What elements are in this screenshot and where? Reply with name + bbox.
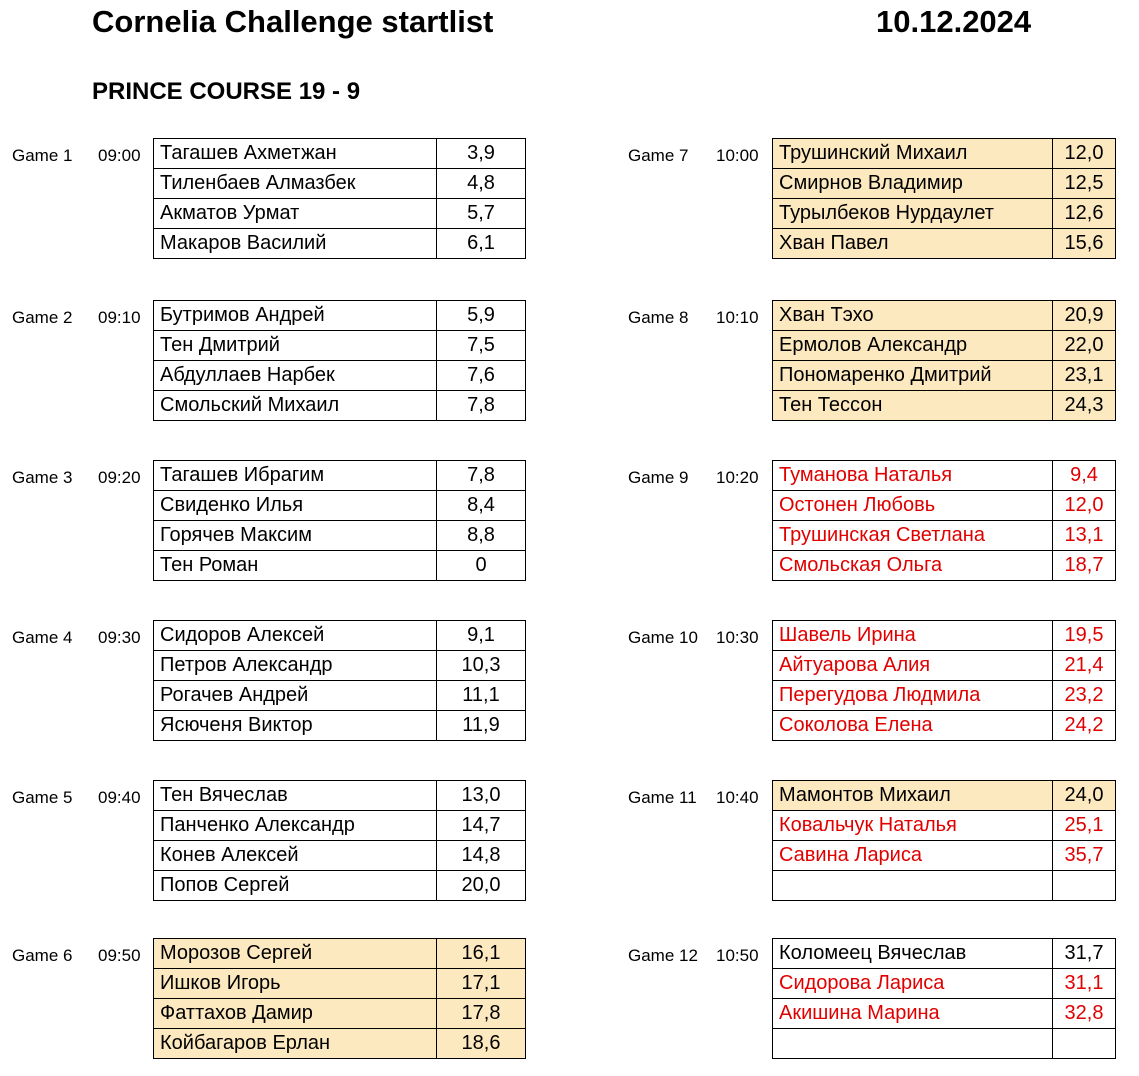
player-handicap: 24,2 <box>1053 711 1116 741</box>
player-handicap: 25,1 <box>1053 811 1116 841</box>
game-label: Game 1 <box>12 146 73 165</box>
player-handicap: 5,7 <box>437 199 526 229</box>
player-row <box>154 139 526 169</box>
player-handicap: 0 <box>437 551 526 581</box>
player-handicap: 6,1 <box>437 229 526 259</box>
tee-time: 10:50 <box>716 946 759 965</box>
tee-time: 10:10 <box>716 308 759 327</box>
player-name <box>773 1029 1053 1059</box>
player-row <box>154 711 526 741</box>
player-name: Ясюченя Виктор <box>154 711 437 741</box>
player-row <box>154 301 526 331</box>
player-name: Ермолов Александр <box>773 331 1053 361</box>
player-row <box>773 969 1116 999</box>
player-name: Сидоров Алексей <box>154 621 437 651</box>
player-name: Тен Вячеслав <box>154 781 437 811</box>
player-handicap: 13,0 <box>437 781 526 811</box>
player-row <box>154 199 526 229</box>
player-row <box>154 229 526 259</box>
player-name: Тиленбаев Алмазбек <box>154 169 437 199</box>
player-row <box>154 999 526 1029</box>
game-label: Game 5 <box>12 788 73 807</box>
player-name: Тен Тессон <box>773 391 1053 421</box>
player-handicap: 12,5 <box>1053 169 1116 199</box>
player-row <box>773 331 1116 361</box>
game-group-table <box>772 938 1116 1059</box>
player-name: Айтуарова Алия <box>773 651 1053 681</box>
game-label: Game 6 <box>12 946 73 965</box>
player-row <box>773 1029 1116 1059</box>
player-name: Трушинский Михаил <box>773 139 1053 169</box>
tee-time: 09:20 <box>98 468 141 487</box>
player-name: Тен Дмитрий <box>154 331 437 361</box>
player-name: Морозов Сергей <box>154 939 437 969</box>
game-group-table <box>153 460 526 581</box>
player-name: Бутримов Андрей <box>154 301 437 331</box>
player-handicap: 12,0 <box>1053 139 1116 169</box>
player-row <box>773 999 1116 1029</box>
player-handicap: 9,1 <box>437 621 526 651</box>
player-row <box>154 461 526 491</box>
player-name: Панченко Александр <box>154 811 437 841</box>
player-handicap: 19,5 <box>1053 621 1116 651</box>
player-handicap <box>1053 1029 1116 1059</box>
player-handicap: 8,4 <box>437 491 526 521</box>
player-handicap: 7,8 <box>437 461 526 491</box>
player-row <box>154 169 526 199</box>
player-name: Савина Лариса <box>773 841 1053 871</box>
game-label: Game 9 <box>628 468 689 487</box>
player-handicap: 17,8 <box>437 999 526 1029</box>
player-name: Тагашев Ахметжан <box>154 139 437 169</box>
page-title: Cornelia Challenge startlist <box>92 4 494 39</box>
game-label: Game 4 <box>12 628 73 647</box>
player-handicap: 11,9 <box>437 711 526 741</box>
player-name: Хван Тэхо <box>773 301 1053 331</box>
player-name: Конев Алексей <box>154 841 437 871</box>
player-row <box>154 811 526 841</box>
player-name: Мамонтов Михаил <box>773 781 1053 811</box>
player-row <box>773 491 1116 521</box>
player-handicap: 20,9 <box>1053 301 1116 331</box>
player-handicap: 10,3 <box>437 651 526 681</box>
player-row <box>154 551 526 581</box>
player-row <box>773 199 1116 229</box>
game-group-table <box>772 780 1116 901</box>
player-handicap: 31,1 <box>1053 969 1116 999</box>
game-group-table <box>772 460 1116 581</box>
tee-time: 09:50 <box>98 946 141 965</box>
game-group-table <box>153 300 526 421</box>
player-handicap: 17,1 <box>437 969 526 999</box>
player-row <box>154 969 526 999</box>
tee-time: 10:20 <box>716 468 759 487</box>
player-handicap: 15,6 <box>1053 229 1116 259</box>
player-name: Перегудова Людмила <box>773 681 1053 711</box>
game-group-table <box>153 780 526 901</box>
player-row <box>154 841 526 871</box>
player-row <box>773 781 1116 811</box>
player-handicap: 4,8 <box>437 169 526 199</box>
player-row <box>773 301 1116 331</box>
player-handicap: 5,9 <box>437 301 526 331</box>
player-row <box>773 871 1116 901</box>
player-name: Акишина Марина <box>773 999 1053 1029</box>
player-handicap: 20,0 <box>437 871 526 901</box>
player-row <box>773 681 1116 711</box>
player-name: Абдуллаев Нарбек <box>154 361 437 391</box>
player-name: Смирнов Владимир <box>773 169 1053 199</box>
player-handicap: 35,7 <box>1053 841 1116 871</box>
player-row <box>773 651 1116 681</box>
player-row <box>154 781 526 811</box>
player-name: Петров Александр <box>154 651 437 681</box>
player-name: Турылбеков Нурдаулет <box>773 199 1053 229</box>
player-handicap: 7,5 <box>437 331 526 361</box>
player-name: Сидорова Лариса <box>773 969 1053 999</box>
player-name: Койбагаров Ерлан <box>154 1029 437 1059</box>
player-row <box>773 939 1116 969</box>
player-handicap: 13,1 <box>1053 521 1116 551</box>
player-name: Остонен Любовь <box>773 491 1053 521</box>
player-row <box>773 361 1116 391</box>
game-label: Game 10 <box>628 628 698 647</box>
player-row <box>154 939 526 969</box>
player-row <box>773 229 1116 259</box>
player-name: Фаттахов Дамир <box>154 999 437 1029</box>
tee-time: 09:00 <box>98 146 141 165</box>
player-name: Пономаренко Дмитрий <box>773 361 1053 391</box>
player-handicap: 14,7 <box>437 811 526 841</box>
player-row <box>154 1029 526 1059</box>
player-name: Трушинская Светлана <box>773 521 1053 551</box>
game-label: Game 2 <box>12 308 73 327</box>
player-name: Смольский Михаил <box>154 391 437 421</box>
player-row <box>773 811 1116 841</box>
player-row <box>773 521 1116 551</box>
player-name: Шавель Ирина <box>773 621 1053 651</box>
game-group-table <box>153 138 526 259</box>
game-group-table <box>772 300 1116 421</box>
player-row <box>154 621 526 651</box>
player-handicap: 21,4 <box>1053 651 1116 681</box>
player-name: Попов Сергей <box>154 871 437 901</box>
course-title: PRINCE COURSE 19 - 9 <box>92 78 361 105</box>
game-group-table <box>772 620 1116 741</box>
player-row <box>773 621 1116 651</box>
game-label: Game 7 <box>628 146 689 165</box>
game-label: Game 8 <box>628 308 689 327</box>
tee-time: 10:30 <box>716 628 759 647</box>
player-handicap: 32,8 <box>1053 999 1116 1029</box>
player-row <box>154 521 526 551</box>
tee-time: 09:40 <box>98 788 141 807</box>
player-row <box>154 651 526 681</box>
player-row <box>154 871 526 901</box>
player-handicap: 9,4 <box>1053 461 1116 491</box>
player-name: Тагашев Ибрагим <box>154 461 437 491</box>
player-handicap: 23,2 <box>1053 681 1116 711</box>
player-row <box>773 841 1116 871</box>
player-name: Соколова Елена <box>773 711 1053 741</box>
game-group-table <box>772 138 1116 259</box>
player-row <box>773 711 1116 741</box>
player-handicap: 23,1 <box>1053 361 1116 391</box>
player-name: Туманова Наталья <box>773 461 1053 491</box>
tee-time: 10:40 <box>716 788 759 807</box>
player-handicap: 7,8 <box>437 391 526 421</box>
player-name: Свиденко Илья <box>154 491 437 521</box>
player-handicap: 7,6 <box>437 361 526 391</box>
player-name <box>773 871 1053 901</box>
player-row <box>773 391 1116 421</box>
player-handicap: 18,7 <box>1053 551 1116 581</box>
player-row <box>154 391 526 421</box>
tee-time: 10:00 <box>716 146 759 165</box>
game-label: Game 3 <box>12 468 73 487</box>
player-row <box>773 551 1116 581</box>
player-handicap: 24,0 <box>1053 781 1116 811</box>
player-handicap: 12,0 <box>1053 491 1116 521</box>
player-name: Коломеец Вячеслав <box>773 939 1053 969</box>
player-name: Тен Роман <box>154 551 437 581</box>
player-name: Горячев Максим <box>154 521 437 551</box>
game-group-table <box>153 620 526 741</box>
player-name: Макаров Василий <box>154 229 437 259</box>
player-handicap: 11,1 <box>437 681 526 711</box>
player-handicap: 12,6 <box>1053 199 1116 229</box>
player-handicap: 8,8 <box>437 521 526 551</box>
player-name: Рогачев Андрей <box>154 681 437 711</box>
player-row <box>773 139 1116 169</box>
event-date: 10.12.2024 <box>876 4 1032 39</box>
player-name: Ишков Игорь <box>154 969 437 999</box>
player-handicap: 3,9 <box>437 139 526 169</box>
player-name: Хван Павел <box>773 229 1053 259</box>
player-handicap: 14,8 <box>437 841 526 871</box>
player-handicap: 18,6 <box>437 1029 526 1059</box>
player-row <box>773 461 1116 491</box>
player-name: Смольская Ольга <box>773 551 1053 581</box>
player-handicap: 22,0 <box>1053 331 1116 361</box>
player-name: Акматов Урмат <box>154 199 437 229</box>
player-row <box>154 361 526 391</box>
player-handicap <box>1053 871 1116 901</box>
player-handicap: 16,1 <box>437 939 526 969</box>
player-row <box>154 491 526 521</box>
tee-time: 09:10 <box>98 308 141 327</box>
player-row <box>773 169 1116 199</box>
tee-time: 09:30 <box>98 628 141 647</box>
game-group-table <box>153 938 526 1059</box>
player-row <box>154 331 526 361</box>
player-row <box>154 681 526 711</box>
player-handicap: 24,3 <box>1053 391 1116 421</box>
player-name: Ковальчук Наталья <box>773 811 1053 841</box>
game-label: Game 11 <box>628 788 697 807</box>
player-handicap: 31,7 <box>1053 939 1116 969</box>
game-label: Game 12 <box>628 946 698 965</box>
